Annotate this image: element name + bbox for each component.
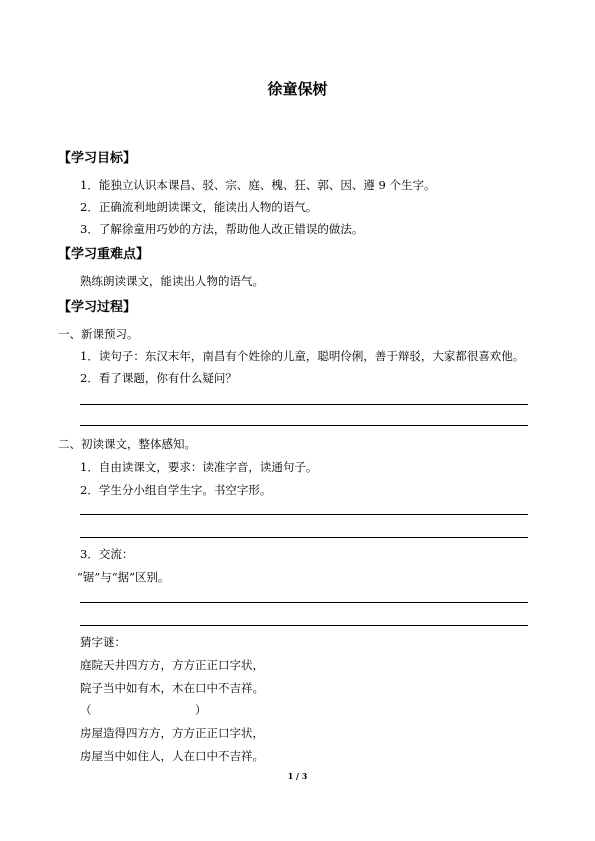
key-points-text: 熟练朗读课文，能读出人物的语气。: [80, 274, 264, 288]
objectives-heading: 【学习目标】: [58, 151, 137, 166]
part1-title: 一、新课预习。: [58, 327, 139, 341]
riddle-line-3: 房屋造得四方方，方方正正口字状，: [80, 726, 264, 740]
answer-line[interactable]: [80, 514, 528, 515]
answer-line[interactable]: [80, 602, 528, 603]
key-points-heading: 【学习重难点】: [58, 247, 150, 262]
riddle-answer-close-paren: ）: [195, 703, 207, 717]
character-comparison: “锯”与“据”区别。: [77, 570, 170, 584]
part2-item-3: 3．交流：: [80, 547, 134, 561]
riddle-line-1: 庭院天井四方方，方方正正口字状，: [80, 658, 264, 672]
objective-item-2: 2．正确流利地朗读课文，能读出人物的语气。: [80, 200, 318, 214]
answer-line[interactable]: [80, 404, 528, 405]
part2-item-2: 2．学生分小组自学生字。书空字形。: [80, 483, 272, 497]
riddle-line-4: 房屋当中如住人，人在口中不吉祥。: [80, 749, 264, 763]
objective-item-1: 1．能独立认识本课昌、驳、宗、庭、槐、狂、郭、因、遵 9 个生字。: [80, 178, 436, 192]
riddle-title: 猜字谜：: [80, 635, 126, 649]
part2-title: 二、初读课文，整体感知。: [58, 437, 196, 451]
answer-line[interactable]: [80, 625, 528, 626]
part1-item-1: 1．读句子：东汉末年，南昌有个姓徐的儿童，聪明伶俐，善于辩驳，大家都很喜欢他。: [80, 349, 525, 363]
page-number: 1 / 3: [287, 771, 308, 781]
part2-item-1: 1．自由读课文，要求：读准字音，读通句子。: [80, 460, 318, 474]
answer-line[interactable]: [80, 537, 528, 538]
answer-line[interactable]: [80, 425, 528, 426]
page-title: 徐童保树: [267, 80, 328, 98]
riddle-line-2: 院子当中如有木，木在口中不吉祥。: [80, 681, 264, 695]
part1-item-2: 2．看了课题，你有什么疑问？: [80, 371, 237, 385]
riddle-answer-open-paren: （: [80, 703, 92, 717]
objective-item-3: 3．了解徐童用巧妙的方法，帮助他人改正错误的做法。: [80, 222, 364, 236]
process-heading: 【学习过程】: [58, 300, 137, 315]
